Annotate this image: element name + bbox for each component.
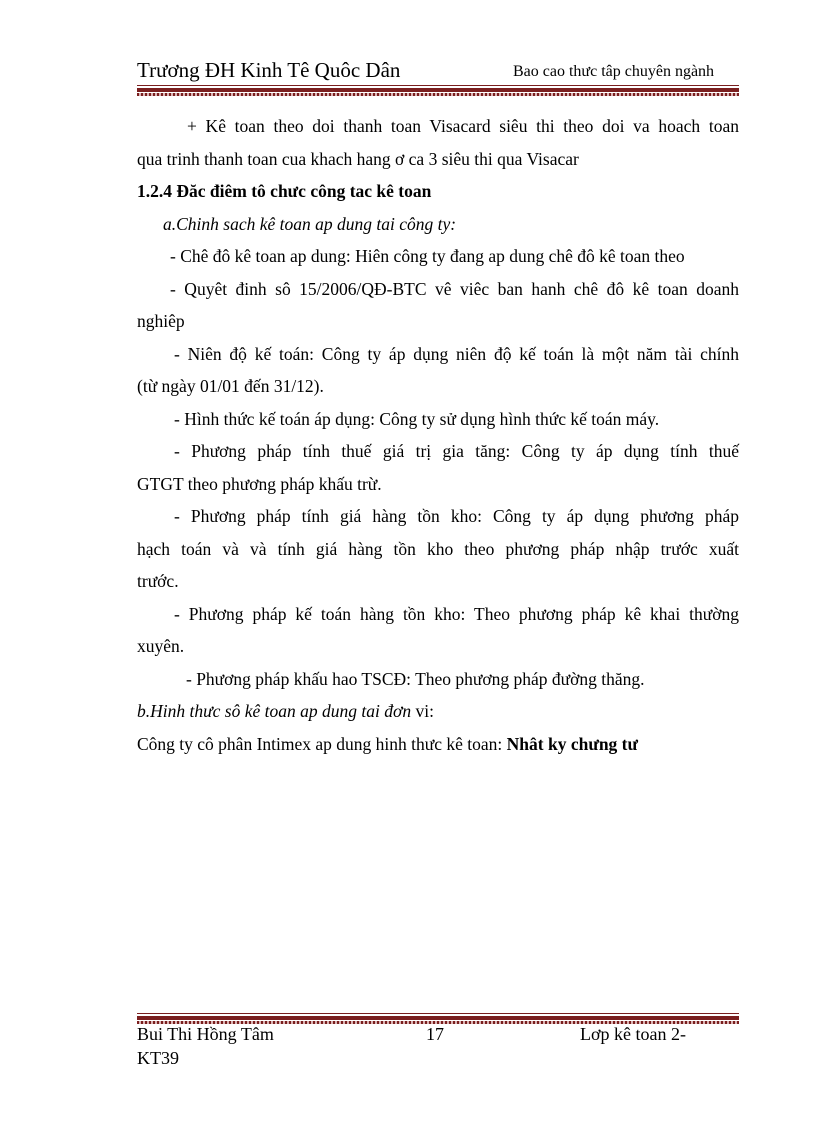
paragraph-line: - Chê đô kê toan ap dung: Hiên công ty đang ap dung chê đô kê toan theo xyxy=(170,246,685,266)
paragraph-line: hạch toán và và tính giá hàng tồn kho theo phương pháp nhập trước xuất xyxy=(137,538,739,559)
paragraph-line xyxy=(137,728,739,761)
paragraph-line: trước. xyxy=(137,571,179,591)
header-school-name: Trương ĐH Kinh Tê Quôc Dân xyxy=(137,58,401,82)
subsection-heading: a.Chinh sach kê toan ap dung tai công ty: xyxy=(163,213,457,234)
paragraph-line: - Phương pháp tính giá hàng tồn kho: Công ty áp dụng phương pháp xyxy=(174,506,739,526)
paragraph-line: (từ ngày 01/01 đến 31/12). xyxy=(137,376,324,396)
paragraph-line: nghiêp xyxy=(137,311,185,331)
paragraph-line: + Kê toan theo doi thanh toan Visacard siêu thi theo doi va hoach toan xyxy=(187,116,739,136)
section-heading: 1.2.4 Đăc điêm tô chưc công tac kê toan xyxy=(137,181,432,201)
subsection-heading-text: b.Hinh thưc sô kê toan ap dung tai đơn xyxy=(137,701,412,721)
footer-author: Bui Thi Hồng Tâm xyxy=(137,1024,274,1044)
paragraph-text: Công ty cô phân Intimex ap dung hinh thưc kê toan: xyxy=(137,733,507,754)
paragraph-line: xuyên. xyxy=(137,636,185,656)
paragraph-line: - Phương pháp tính thuế giá trị gia tăng: Công ty áp dụng tính thuế xyxy=(174,441,739,461)
subsection-heading-tail: vi: xyxy=(411,701,434,721)
paragraph-line: - Phương pháp khấu hao TSCĐ: Theo phương pháp đường thăng. xyxy=(186,668,645,689)
paragraph-line: - Quyêt đinh sô 15/2006/QĐ-BTC vê viêc ban hanh chê đô kê toan doanh xyxy=(170,278,739,299)
paragraph-line: - Niên độ kế toán: Công ty áp dụng niên độ kế toán là một năm tài chính xyxy=(174,343,739,364)
footer-rule xyxy=(137,1013,739,1024)
paragraph-line: - Hình thức kế toán áp dụng: Công ty sử dụng hình thức kế toán máy. xyxy=(174,408,660,429)
paragraph-line: GTGT theo phương pháp khấu trừ. xyxy=(137,473,382,494)
footer-author-class: KT39 xyxy=(137,1048,179,1068)
subsection-heading xyxy=(137,695,739,728)
paragraph-line: - Phương pháp kế toán hàng tồn kho: Theo phương pháp kê khai thường xyxy=(174,603,739,624)
bookkeeping-form-name: Nhât ky chưng tư xyxy=(506,733,639,754)
header-report-title: Bao cao thưc tâp chuyên ngành xyxy=(513,63,715,80)
footer-class: Lơp kê toan 2- xyxy=(580,1024,686,1044)
document-body xyxy=(137,110,739,760)
page-number: 17 xyxy=(426,1024,444,1044)
paragraph-line: qua trinh thanh toan cua khach hang ơ ca 3 siêu thi qua Visacar xyxy=(137,148,579,169)
header-rule xyxy=(137,85,739,96)
